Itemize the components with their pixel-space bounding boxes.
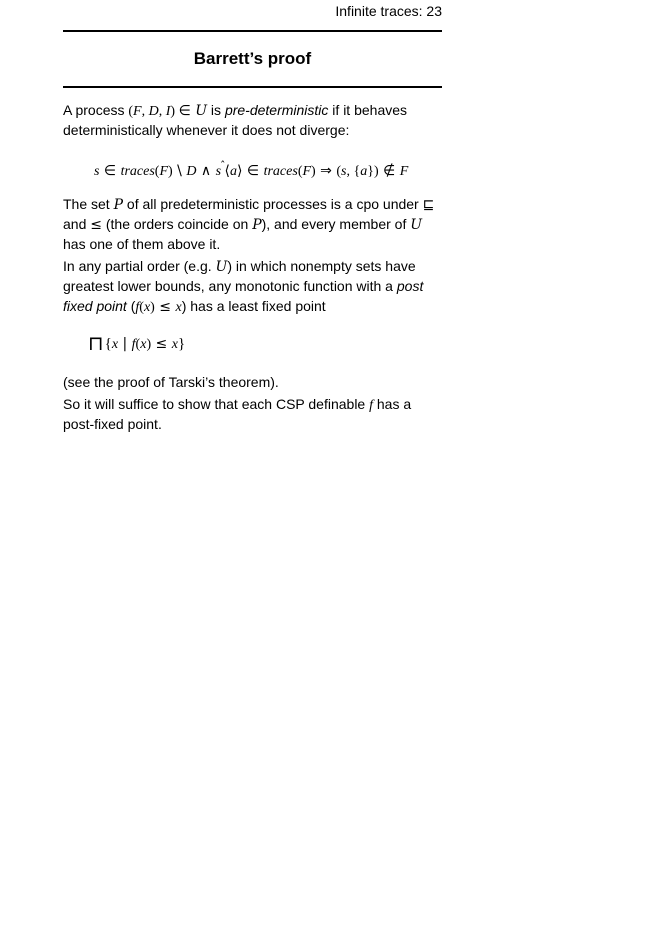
text-segment: is: [207, 102, 225, 118]
text-segment: of all predeterministic processes is a cpo under: [123, 196, 423, 212]
implies-symbol: ⇒: [315, 163, 337, 179]
math-var: s: [94, 164, 100, 179]
math-delim: ,: [158, 104, 166, 119]
right-angle-bracket: ⟩: [237, 163, 243, 179]
math-var: F: [399, 164, 409, 179]
math-delim: (: [135, 337, 141, 352]
text-line: [63, 256, 463, 276]
text-segment: post-fixed point.: [63, 416, 162, 432]
math-delim: ): [146, 337, 152, 352]
math-delim: (: [297, 164, 303, 179]
math-delim: (: [128, 104, 134, 119]
text-line: [63, 296, 463, 316]
element-of-symbol: ∈: [178, 103, 196, 119]
math-delim: ,: [141, 104, 149, 119]
emph-segment: post: [396, 278, 424, 294]
math-var: x: [143, 300, 151, 315]
math-var: D: [148, 104, 159, 119]
text-segment: A process: [63, 102, 129, 118]
math-func-traces: traces: [263, 164, 298, 179]
math-var: f: [369, 398, 373, 413]
bigsqcap-symbol: ⊓: [88, 331, 104, 355]
math-var: a: [230, 164, 238, 179]
text-line: [63, 214, 463, 234]
math-var: x: [140, 337, 147, 352]
math-delim: ): [311, 164, 316, 179]
cal-letter-universe: U: [410, 217, 423, 233]
math-var: x: [111, 337, 119, 352]
paragraph-definition: [63, 100, 463, 140]
cal-letter-p: P: [252, 217, 262, 233]
text-segment: The set: [63, 196, 114, 212]
math-delim: ): [150, 300, 155, 315]
leq-symbol: ≤: [154, 299, 176, 315]
text-line: [63, 194, 463, 214]
math-delim: ): [168, 164, 173, 179]
paragraph-tarski: [63, 372, 463, 392]
math-var: F: [159, 164, 169, 179]
text-segment: if it behaves: [328, 102, 408, 118]
top-rule: [63, 30, 442, 32]
cal-letter-p: P: [113, 197, 124, 213]
sqsubseteq-symbol: ⊑: [422, 197, 435, 213]
emph-segment: pre-deterministic: [224, 102, 329, 118]
math-var: x: [171, 337, 178, 352]
text-line: [63, 100, 463, 120]
math-var: I: [165, 104, 171, 119]
math-var: s: [215, 164, 222, 179]
text-segment: has one of them above it.: [63, 236, 221, 252]
text-line: [63, 276, 463, 296]
math-delim: ): [170, 104, 179, 119]
text-segment: ) has a least fixed point: [181, 298, 326, 314]
running-header-text: Infinite traces: 23: [335, 3, 442, 19]
setminus-symbol: \: [172, 163, 187, 179]
text-line: [63, 394, 463, 414]
paragraph-conclusion: [63, 394, 463, 434]
left-brace: {: [104, 336, 112, 352]
text-segment: greatest lower bounds, any monotonic function with a: [63, 278, 397, 294]
paragraph-partial-order: [63, 256, 463, 316]
text-line: [63, 414, 463, 434]
math-delim: , {: [346, 164, 361, 179]
text-segment: (: [126, 298, 136, 314]
not-element-of-symbol: ∉: [378, 163, 400, 179]
math-delim: (: [154, 164, 160, 179]
leq-symbol: ≤: [90, 217, 102, 233]
element-of-symbol: ∈: [99, 163, 121, 179]
text-line: [63, 120, 463, 140]
text-line: [63, 372, 463, 392]
element-of-symbol: ∈: [242, 163, 264, 179]
text-segment: deterministically whenever it does not diverge:: [63, 122, 350, 138]
leq-symbol: ≤: [151, 336, 172, 352]
math-var: f: [135, 300, 140, 315]
paragraph-cpo: [63, 194, 463, 254]
running-header: [63, 2, 442, 20]
math-delim: }): [367, 164, 379, 179]
page-title: Barrett’s proof: [193, 49, 312, 68]
formula-predeterministic: [63, 156, 463, 179]
text-segment: ), and every member of: [261, 216, 411, 232]
text-segment: ) in which nonempty sets have: [227, 258, 416, 274]
text-segment: (the orders coincide on: [101, 216, 253, 232]
text-segment: has a: [373, 396, 412, 412]
such-that-bar: |: [118, 336, 132, 352]
formula-least-fixed-point: [63, 332, 463, 354]
slide-content: [63, 100, 463, 434]
math-delim: (: [336, 164, 342, 179]
math-var: D: [186, 164, 197, 179]
cal-letter-universe: U: [195, 103, 208, 119]
emph-segment: fixed point: [63, 298, 127, 314]
math-delim: (: [139, 300, 144, 315]
math-var: F: [133, 104, 142, 119]
math-var: x: [175, 300, 182, 315]
math-var: a: [360, 164, 368, 179]
text-segment: (see the proof of Tarski’s theorem).: [63, 374, 279, 390]
math-func-traces: traces: [120, 164, 155, 179]
math-var: f: [131, 337, 136, 352]
text-line: [63, 234, 463, 254]
math-var: s: [341, 164, 347, 179]
and-symbol: ∧: [196, 163, 216, 179]
title-rule: [63, 86, 442, 88]
concat-hat-icon: ˆ: [220, 159, 226, 172]
text-segment: and: [63, 216, 91, 232]
right-brace: }: [177, 336, 186, 352]
math-var: F: [302, 164, 312, 179]
cal-letter-universe: U: [215, 259, 228, 275]
text-segment: In any partial order (e.g.: [63, 258, 216, 274]
left-angle-bracket: ⟨: [224, 163, 231, 179]
text-segment: So it will suffice to show that each CSP definable: [63, 396, 370, 412]
